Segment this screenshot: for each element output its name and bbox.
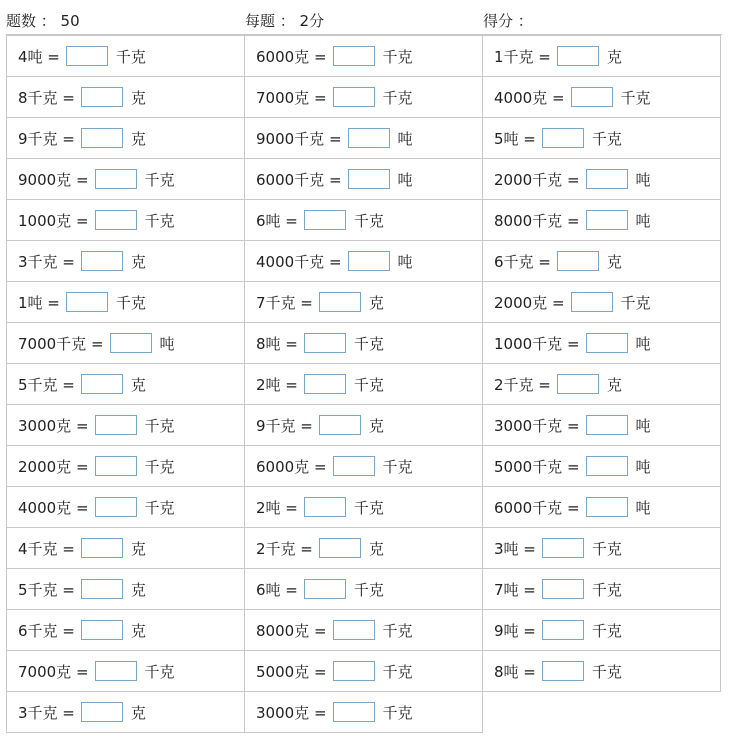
target-unit: 克 <box>368 539 384 558</box>
answer-input[interactable] <box>95 210 137 230</box>
exercise-prompt: 5千克 = <box>18 580 75 599</box>
target-unit: 千克 <box>144 662 175 681</box>
exercise-cell <box>482 322 721 364</box>
exercise-cell <box>244 158 483 200</box>
exercise-prompt: 3千克 = <box>18 703 75 722</box>
answer-input[interactable] <box>304 210 346 230</box>
exercise-cell <box>482 609 721 651</box>
exercise-prompt: 3000千克 = <box>494 416 580 435</box>
exercise-prompt: 6000千克 = <box>256 170 342 189</box>
exercise-cell <box>6 486 245 528</box>
answer-input[interactable] <box>586 169 628 189</box>
exercise-prompt: 1吨 = <box>18 293 60 312</box>
exercise-cell <box>6 322 245 364</box>
exercise-prompt: 6000千克 = <box>494 498 580 517</box>
answer-input[interactable] <box>586 497 628 517</box>
exercise-prompt: 7吨 = <box>494 580 536 599</box>
exercise-cell <box>244 568 483 610</box>
answer-input[interactable] <box>81 251 123 271</box>
exercise-cell <box>6 76 245 118</box>
exercise-prompt: 9千克 = <box>256 416 313 435</box>
target-unit: 千克 <box>115 293 146 312</box>
answer-input[interactable] <box>348 169 390 189</box>
exercise-prompt: 5吨 = <box>494 129 536 148</box>
answer-input[interactable] <box>348 128 390 148</box>
exercise-cell <box>244 486 483 528</box>
target-unit: 吨 <box>635 170 651 189</box>
target-unit: 千克 <box>353 211 384 230</box>
exercise-cell <box>482 158 721 200</box>
target-unit: 千克 <box>144 457 175 476</box>
answer-input[interactable] <box>542 538 584 558</box>
exercise-prompt: 4000克 = <box>494 88 565 107</box>
exercise-prompt: 9千克 = <box>18 129 75 148</box>
answer-input[interactable] <box>586 456 628 476</box>
worksheet-header <box>0 0 730 36</box>
answer-input[interactable] <box>81 374 123 394</box>
exercise-prompt: 2000千克 = <box>494 170 580 189</box>
exercise-prompt: 8千克 = <box>18 88 75 107</box>
exercise-prompt: 6吨 = <box>256 211 298 230</box>
exercise-cell <box>482 76 721 118</box>
answer-input[interactable] <box>304 374 346 394</box>
exercise-cell <box>482 650 721 692</box>
target-unit: 千克 <box>382 621 413 640</box>
exercise-cell <box>482 117 721 159</box>
answer-input[interactable] <box>586 415 628 435</box>
target-unit: 千克 <box>591 539 622 558</box>
answer-input[interactable] <box>95 415 137 435</box>
exercise-prompt: 8000克 = <box>256 621 327 640</box>
answer-input[interactable] <box>319 292 361 312</box>
target-unit: 克 <box>130 621 146 640</box>
target-unit: 千克 <box>382 703 413 722</box>
exercise-cell <box>482 281 721 323</box>
target-unit: 千克 <box>620 88 651 107</box>
exercise-cell <box>6 527 245 569</box>
exercise-prompt: 2千克 = <box>256 539 313 558</box>
exercise-cell <box>244 650 483 692</box>
exercise-cell <box>244 527 483 569</box>
exercise-cell <box>244 35 483 77</box>
answer-input[interactable] <box>333 620 375 640</box>
answer-input[interactable] <box>557 251 599 271</box>
points-per-question: 每题 ： 2分 <box>245 12 325 30</box>
exercise-cell <box>6 445 245 487</box>
exercise-prompt: 9000克 = <box>18 170 89 189</box>
target-unit: 千克 <box>382 47 413 66</box>
target-unit: 吨 <box>397 170 413 189</box>
answer-input[interactable] <box>333 456 375 476</box>
target-unit: 千克 <box>144 416 175 435</box>
exercise-cell <box>6 568 245 610</box>
exercise-cell <box>482 404 721 446</box>
answer-input[interactable] <box>81 579 123 599</box>
exercise-prompt: 1千克 = <box>494 47 551 66</box>
target-unit: 克 <box>606 375 622 394</box>
exercise-cell <box>244 76 483 118</box>
exercise-cell <box>6 281 245 323</box>
exercise-prompt: 2千克 = <box>494 375 551 394</box>
exercise-cell <box>244 363 483 405</box>
exercise-cell <box>244 322 483 364</box>
target-unit: 克 <box>606 252 622 271</box>
exercise-cell <box>6 240 245 282</box>
target-unit: 克 <box>130 88 146 107</box>
exercise-prompt: 3000克 = <box>18 416 89 435</box>
exercise-prompt: 7千克 = <box>256 293 313 312</box>
answer-input[interactable] <box>348 251 390 271</box>
target-unit: 千克 <box>591 580 622 599</box>
exercise-grid <box>6 35 722 735</box>
answer-input[interactable] <box>304 497 346 517</box>
exercise-cell <box>482 363 721 405</box>
answer-input[interactable] <box>542 661 584 681</box>
exercise-cell <box>6 609 245 651</box>
target-unit: 克 <box>368 293 384 312</box>
exercise-prompt: 6000克 = <box>256 457 327 476</box>
target-unit: 千克 <box>382 662 413 681</box>
exercise-cell <box>482 445 721 487</box>
target-unit: 千克 <box>353 498 384 517</box>
exercise-prompt: 7000千克 = <box>18 334 104 353</box>
exercise-prompt: 2吨 = <box>256 375 298 394</box>
answer-input[interactable] <box>66 292 108 312</box>
answer-input[interactable] <box>557 46 599 66</box>
answer-input[interactable] <box>81 702 123 722</box>
exercise-cell <box>482 35 721 77</box>
target-unit: 吨 <box>159 334 175 353</box>
answer-input[interactable] <box>542 579 584 599</box>
target-unit: 克 <box>130 539 146 558</box>
exercise-cell <box>482 527 721 569</box>
target-unit: 吨 <box>635 334 651 353</box>
exercise-prompt: 4千克 = <box>18 539 75 558</box>
exercise-prompt: 8吨 = <box>494 662 536 681</box>
target-unit: 克 <box>130 129 146 148</box>
answer-input[interactable] <box>319 415 361 435</box>
exercise-cell <box>6 35 245 77</box>
target-unit: 千克 <box>353 580 384 599</box>
answer-input[interactable] <box>304 579 346 599</box>
exercise-prompt: 6吨 = <box>256 580 298 599</box>
exercise-cell <box>482 486 721 528</box>
answer-input[interactable] <box>95 497 137 517</box>
answer-input[interactable] <box>95 661 137 681</box>
exercise-prompt: 3吨 = <box>494 539 536 558</box>
exercise-cell <box>6 158 245 200</box>
answer-input[interactable] <box>319 538 361 558</box>
exercise-prompt: 3000克 = <box>256 703 327 722</box>
target-unit: 吨 <box>635 457 651 476</box>
answer-input[interactable] <box>95 456 137 476</box>
exercise-cell <box>244 691 483 733</box>
target-unit: 千克 <box>591 129 622 148</box>
exercise-prompt: 7000克 = <box>256 88 327 107</box>
exercise-cell <box>482 199 721 241</box>
exercise-cell <box>6 404 245 446</box>
target-unit: 克 <box>606 47 622 66</box>
target-unit: 吨 <box>397 129 413 148</box>
answer-input[interactable] <box>586 333 628 353</box>
target-unit: 吨 <box>397 252 413 271</box>
answer-input[interactable] <box>95 169 137 189</box>
exercise-prompt: 9000千克 = <box>256 129 342 148</box>
exercise-cell <box>244 281 483 323</box>
exercise-cell <box>6 691 245 733</box>
answer-input[interactable] <box>333 87 375 107</box>
exercise-cell <box>244 240 483 282</box>
target-unit: 千克 <box>353 334 384 353</box>
exercise-prompt: 9吨 = <box>494 621 536 640</box>
target-unit: 克 <box>368 416 384 435</box>
answer-input[interactable] <box>571 87 613 107</box>
exercise-prompt: 6000克 = <box>256 47 327 66</box>
answer-input[interactable] <box>110 333 152 353</box>
target-unit: 克 <box>130 252 146 271</box>
answer-input[interactable] <box>542 620 584 640</box>
answer-input[interactable] <box>542 128 584 148</box>
target-unit: 吨 <box>635 211 651 230</box>
answer-input[interactable] <box>333 702 375 722</box>
target-unit: 吨 <box>635 416 651 435</box>
exercise-prompt: 4000克 = <box>18 498 89 517</box>
target-unit: 千克 <box>144 498 175 517</box>
answer-input[interactable] <box>81 538 123 558</box>
answer-input[interactable] <box>571 292 613 312</box>
target-unit: 吨 <box>635 498 651 517</box>
answer-input[interactable] <box>304 333 346 353</box>
exercise-cell <box>244 404 483 446</box>
score-label: 得分 ： <box>483 12 533 30</box>
exercise-prompt: 1000千克 = <box>494 334 580 353</box>
target-unit: 千克 <box>382 88 413 107</box>
answer-input[interactable] <box>333 661 375 681</box>
exercise-prompt: 6千克 = <box>494 252 551 271</box>
exercise-cell <box>6 199 245 241</box>
exercise-prompt: 5千克 = <box>18 375 75 394</box>
exercise-cell <box>482 568 721 610</box>
target-unit: 千克 <box>144 211 175 230</box>
exercise-prompt: 3千克 = <box>18 252 75 271</box>
answer-input[interactable] <box>66 46 108 66</box>
answer-input[interactable] <box>557 374 599 394</box>
target-unit: 克 <box>130 375 146 394</box>
exercise-prompt: 8吨 = <box>256 334 298 353</box>
answer-input[interactable] <box>81 128 123 148</box>
target-unit: 千克 <box>591 621 622 640</box>
exercise-cell <box>244 199 483 241</box>
exercise-prompt: 8000千克 = <box>494 211 580 230</box>
exercise-prompt: 2000克 = <box>494 293 565 312</box>
answer-input[interactable] <box>333 46 375 66</box>
exercise-cell <box>482 240 721 282</box>
target-unit: 千克 <box>591 662 622 681</box>
exercise-prompt: 6千克 = <box>18 621 75 640</box>
target-unit: 千克 <box>382 457 413 476</box>
target-unit: 克 <box>130 580 146 599</box>
exercise-cell <box>244 609 483 651</box>
exercise-cell <box>6 363 245 405</box>
exercise-prompt: 5000克 = <box>256 662 327 681</box>
exercise-prompt: 2吨 = <box>256 498 298 517</box>
target-unit: 千克 <box>620 293 651 312</box>
answer-input[interactable] <box>81 87 123 107</box>
exercise-prompt: 1000克 = <box>18 211 89 230</box>
exercise-prompt: 5000千克 = <box>494 457 580 476</box>
exercise-prompt: 2000克 = <box>18 457 89 476</box>
target-unit: 千克 <box>115 47 146 66</box>
target-unit: 克 <box>130 703 146 722</box>
answer-input[interactable] <box>81 620 123 640</box>
exercise-cell <box>6 650 245 692</box>
exercise-cell <box>244 117 483 159</box>
exercise-prompt: 4吨 = <box>18 47 60 66</box>
target-unit: 千克 <box>144 170 175 189</box>
exercise-cell <box>244 445 483 487</box>
exercise-cell <box>6 117 245 159</box>
target-unit: 千克 <box>353 375 384 394</box>
exercise-prompt: 4000千克 = <box>256 252 342 271</box>
question-count: 题数 ： 50 <box>6 12 80 30</box>
answer-input[interactable] <box>586 210 628 230</box>
exercise-prompt: 7000克 = <box>18 662 89 681</box>
